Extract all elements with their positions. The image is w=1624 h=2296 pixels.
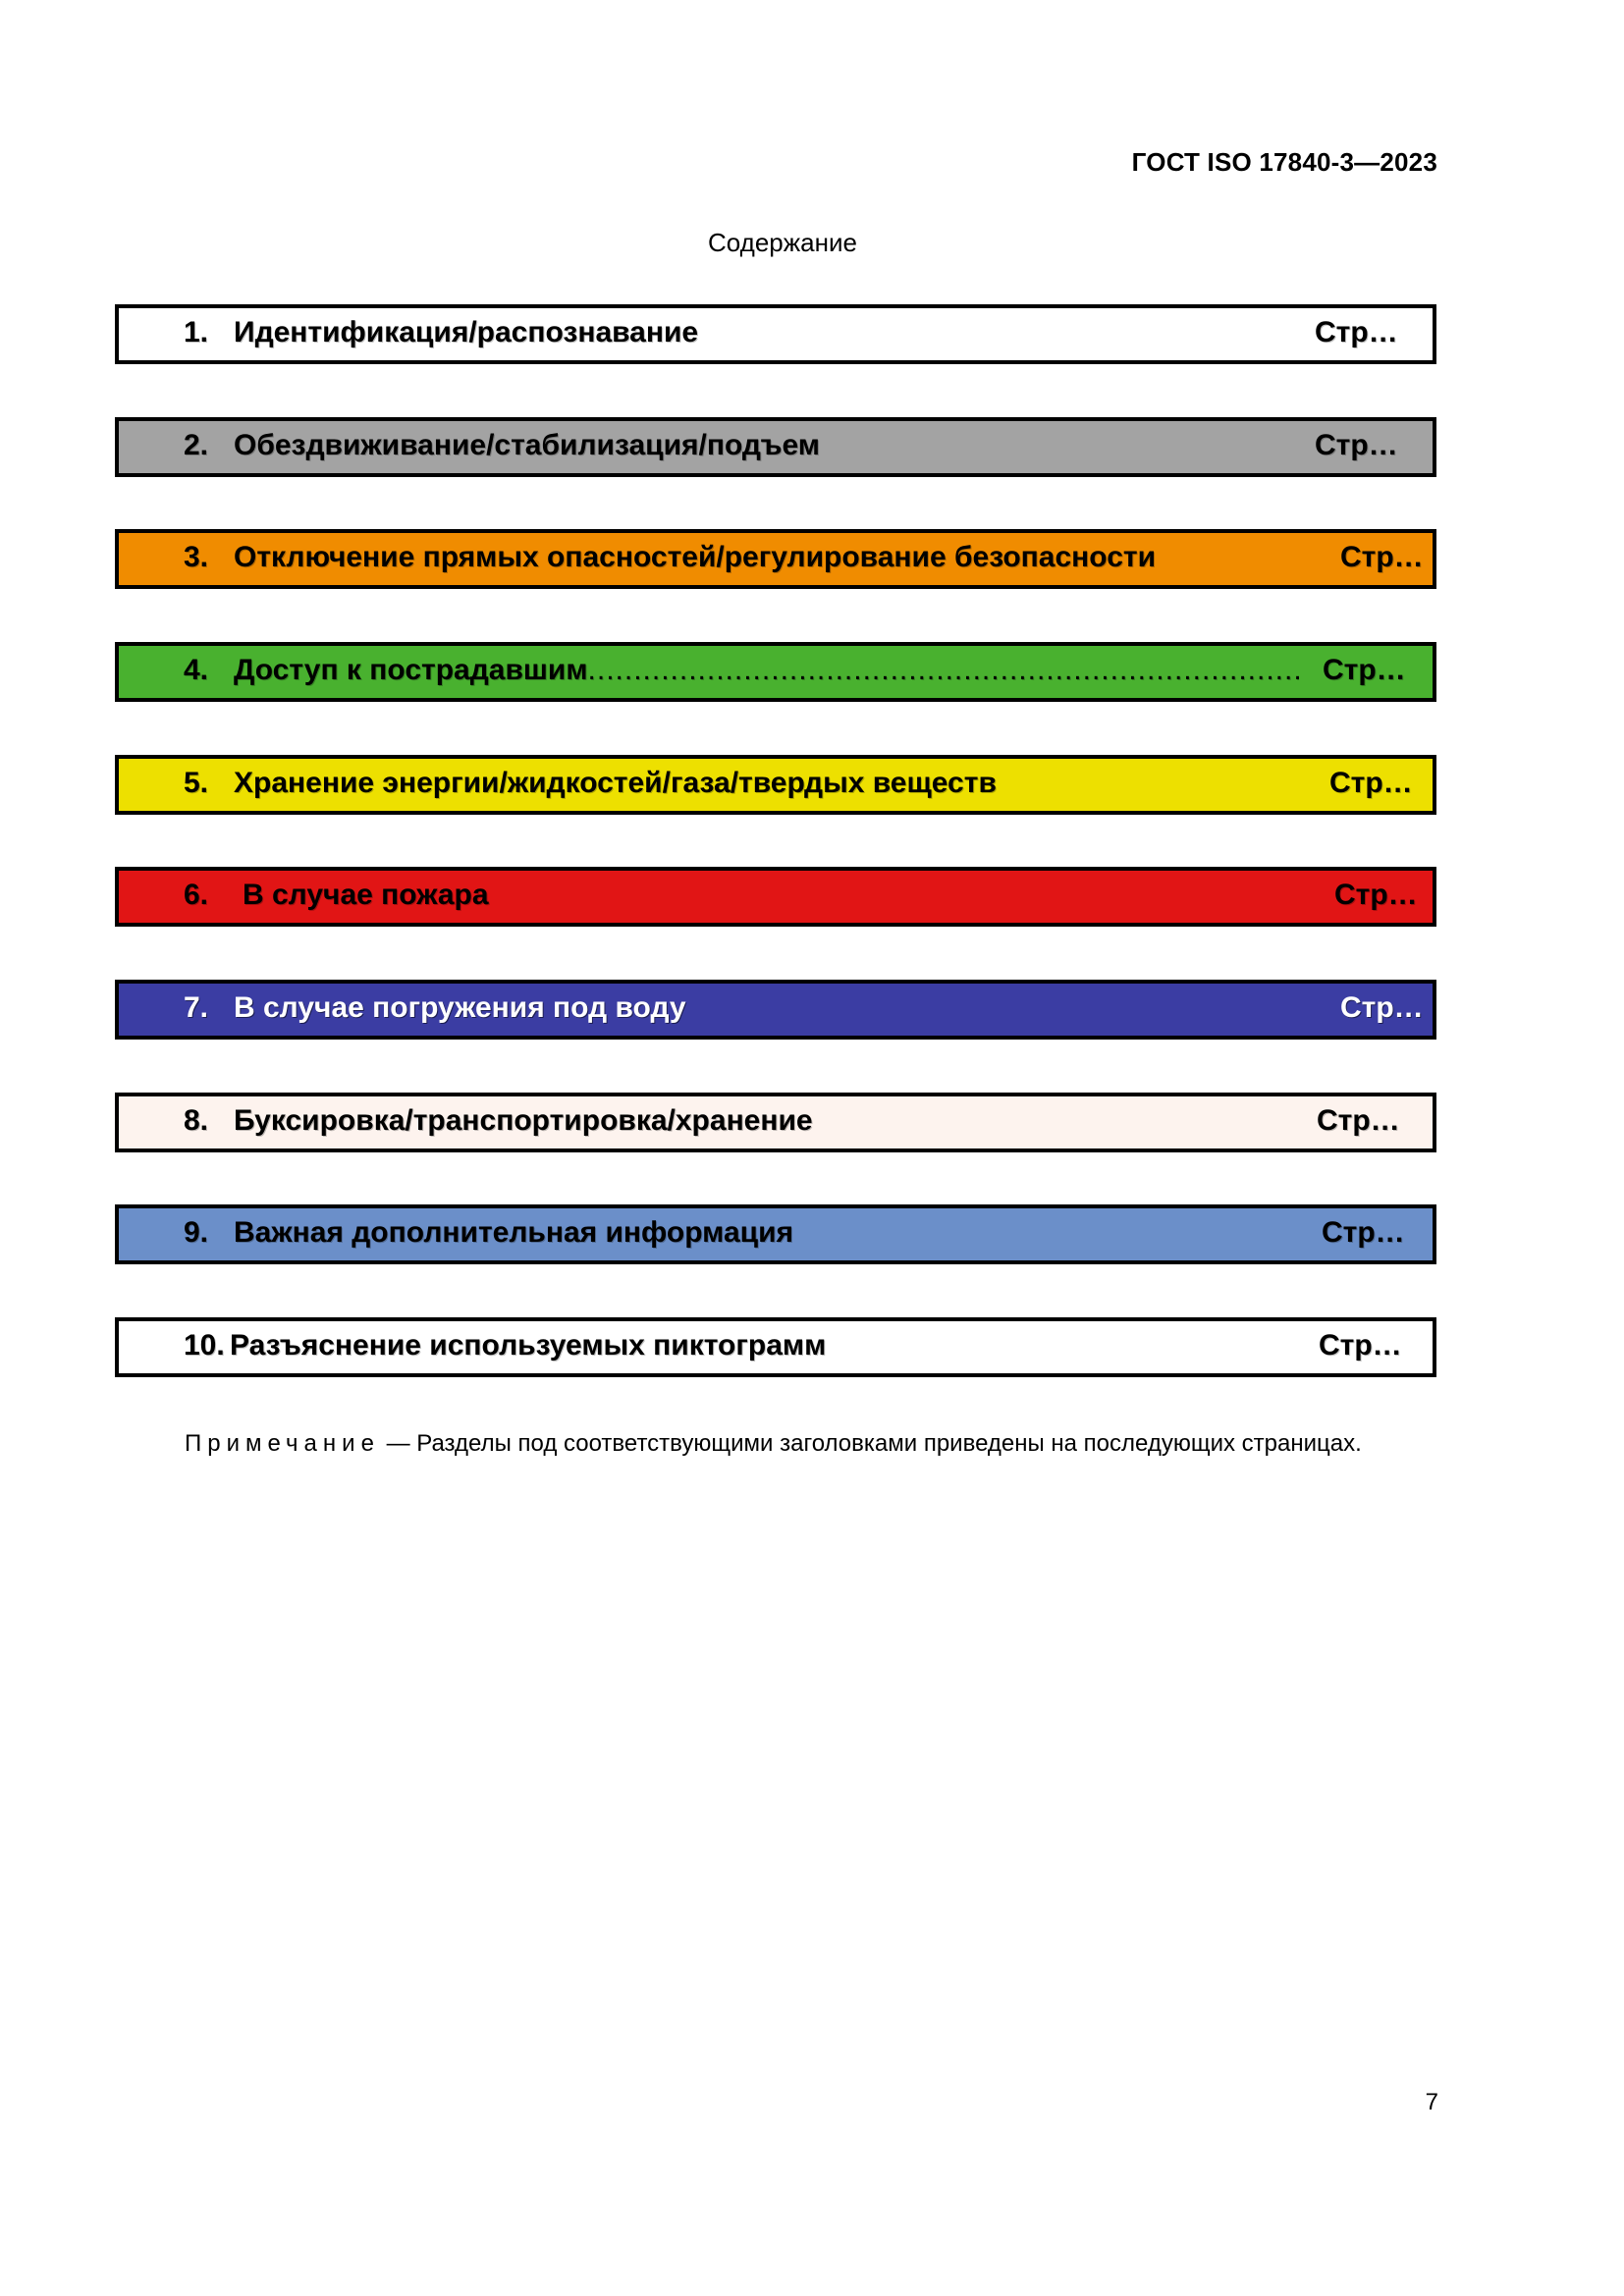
toc-item-number: 7. <box>184 991 209 1024</box>
toc-item-number: 2. <box>184 429 209 461</box>
toc-item-page: Стр… <box>1329 767 1413 799</box>
toc-item-hazards[interactable] <box>115 529 1436 589</box>
toc-item-additional-info[interactable] <box>115 1204 1436 1264</box>
toc-item-number: 10. <box>184 1329 225 1362</box>
toc-item-page: Стр… <box>1340 991 1424 1024</box>
toc-item-label <box>234 654 1299 687</box>
toc-item-label: Идентификация/распознавание <box>234 316 699 348</box>
toc-item-number: 9. <box>184 1216 209 1249</box>
toc-item-submersion[interactable] <box>115 980 1436 1040</box>
toc-item-energy-storage[interactable] <box>115 755 1436 815</box>
toc-item-label: В случае пожара <box>243 879 489 911</box>
toc-item-label: В случае погружения под воду <box>234 991 686 1024</box>
page-number: 7 <box>1425 2089 1438 2115</box>
toc-item-number: 1. <box>184 316 209 348</box>
toc-item-number: 5. <box>184 767 209 799</box>
toc-item-label: Отключение прямых опасностей/регулирование безопасности <box>234 541 1157 573</box>
toc-item-page: Стр… <box>1315 316 1398 348</box>
toc-item-page: Стр… <box>1317 1104 1400 1137</box>
toc-item-page: Стр… <box>1334 879 1418 911</box>
toc-item-immobilisation[interactable] <box>115 417 1436 477</box>
toc-item-fire[interactable] <box>115 867 1436 927</box>
toc-item-label-text: Доступ к пострадавшим ..... <box>234 654 1299 686</box>
toc-item-page: Стр… <box>1340 541 1424 573</box>
toc-item-page: Стр… <box>1323 654 1406 686</box>
toc-item-label: Хранение энергии/жидкостей/газа/твердых веществ <box>234 767 997 799</box>
toc-item-number: 8. <box>184 1104 209 1137</box>
toc-item-number: 4. <box>184 654 209 686</box>
toc-item-label: Разъяснение используемых пиктограмм <box>230 1329 827 1362</box>
footnote-text: — Разделы под соответствующими заголовками приведены на последующих страницах. <box>379 1430 1362 1457</box>
toc-item-page: Стр… <box>1315 429 1398 461</box>
toc-item-number: 3. <box>184 541 209 573</box>
toc-item-identification[interactable] <box>115 304 1436 364</box>
toc-item-label: Обездвиживание/стабилизация/подъем <box>234 429 820 461</box>
toc-item-page: Стр… <box>1322 1216 1405 1249</box>
toc-item-page: Стр… <box>1319 1329 1402 1362</box>
toc-item-pictograms[interactable] <box>115 1317 1436 1377</box>
toc-item-label: Буксировка/транспортировка/хранение <box>234 1104 813 1137</box>
toc-item-number: 6. <box>184 879 209 911</box>
footnote-label: Примечание <box>185 1430 380 1457</box>
document-code: ГОСТ ISO 17840-3—2023 <box>1131 147 1437 177</box>
page-title: Содержание <box>708 228 857 257</box>
toc-item-label: Важная дополнительная информация <box>234 1216 794 1249</box>
toc-item-towing[interactable] <box>115 1093 1436 1152</box>
footnote <box>185 1430 1362 1458</box>
toc-item-occupant-access[interactable] <box>115 642 1436 702</box>
